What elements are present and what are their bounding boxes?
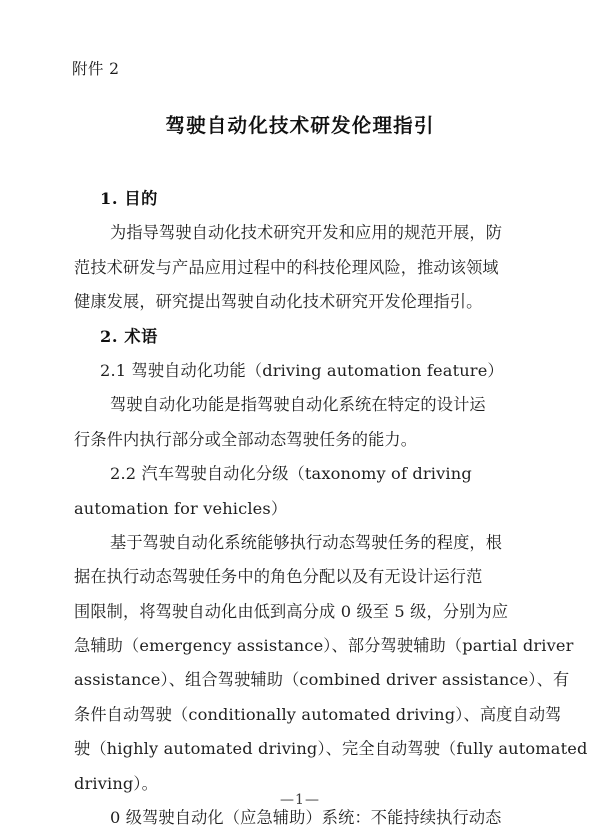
document-body bbox=[74, 182, 588, 835]
subsection-title-2-1: 2.1 驾驶自动化功能（driving automation feature） bbox=[100, 360, 504, 380]
paragraph-line: 为指导驾驶自动化技术研究开发和应用的规范开展，防 bbox=[110, 223, 503, 243]
paragraph-line: 围限制，将驾驶自动化由低到高分成 0 级至 5 级，分别为应 bbox=[74, 601, 509, 621]
paragraph-line: 范技术研发与产品应用过程中的科技伦理风险，推动该领域 bbox=[74, 257, 499, 277]
subsection-title-2-2-cont: automation for vehicles） bbox=[74, 498, 288, 518]
paragraph-line: 驾驶自动化功能是指驾驶自动化系统在特定的设计运 bbox=[110, 395, 486, 415]
paragraph-line: 驶（highly automated driving）、完全自动驾驶（fully automated bbox=[74, 739, 588, 759]
paragraph-line: assistance）、组合驾驶辅助（combined driver assistance）、有 bbox=[74, 670, 570, 690]
paragraph-line: driving）。 bbox=[74, 773, 159, 793]
paragraph-line: 条件自动驾驶（conditionally automated driving）、高度自动驾 bbox=[74, 704, 562, 724]
paragraph-line: 行条件内执行部分或全部动态驾驶任务的能力。 bbox=[74, 429, 418, 449]
paragraph-line: 基于驾驶自动化系统能够执行动态驾驶任务的程度，根 bbox=[110, 532, 503, 552]
subsection-title-2-2: 2.2 汽车驾驶自动化分级（taxonomy of driving bbox=[110, 464, 472, 484]
page-number: —1— bbox=[280, 792, 320, 808]
paragraph-line: 0 级驾驶自动化（应急辅助）系统：不能持续执行动态 bbox=[110, 808, 502, 828]
section-heading-2: 2. 术语 bbox=[100, 326, 158, 346]
page-title: 驾驶自动化技术研发伦理指引 bbox=[165, 114, 435, 137]
paragraph-line: 据在执行动态驾驶任务中的角色分配以及有无设计运行范 bbox=[74, 567, 483, 587]
paragraph-line: 健康发展，研究提出驾驶自动化技术研究开发伦理指引。 bbox=[74, 292, 483, 312]
paragraph-line: 急辅助（emergency assistance）、部分驾驶辅助（partial driver bbox=[74, 636, 574, 656]
attachment-label: 附件 2 bbox=[72, 60, 120, 78]
section-heading-1: 1. 目的 bbox=[100, 189, 158, 208]
